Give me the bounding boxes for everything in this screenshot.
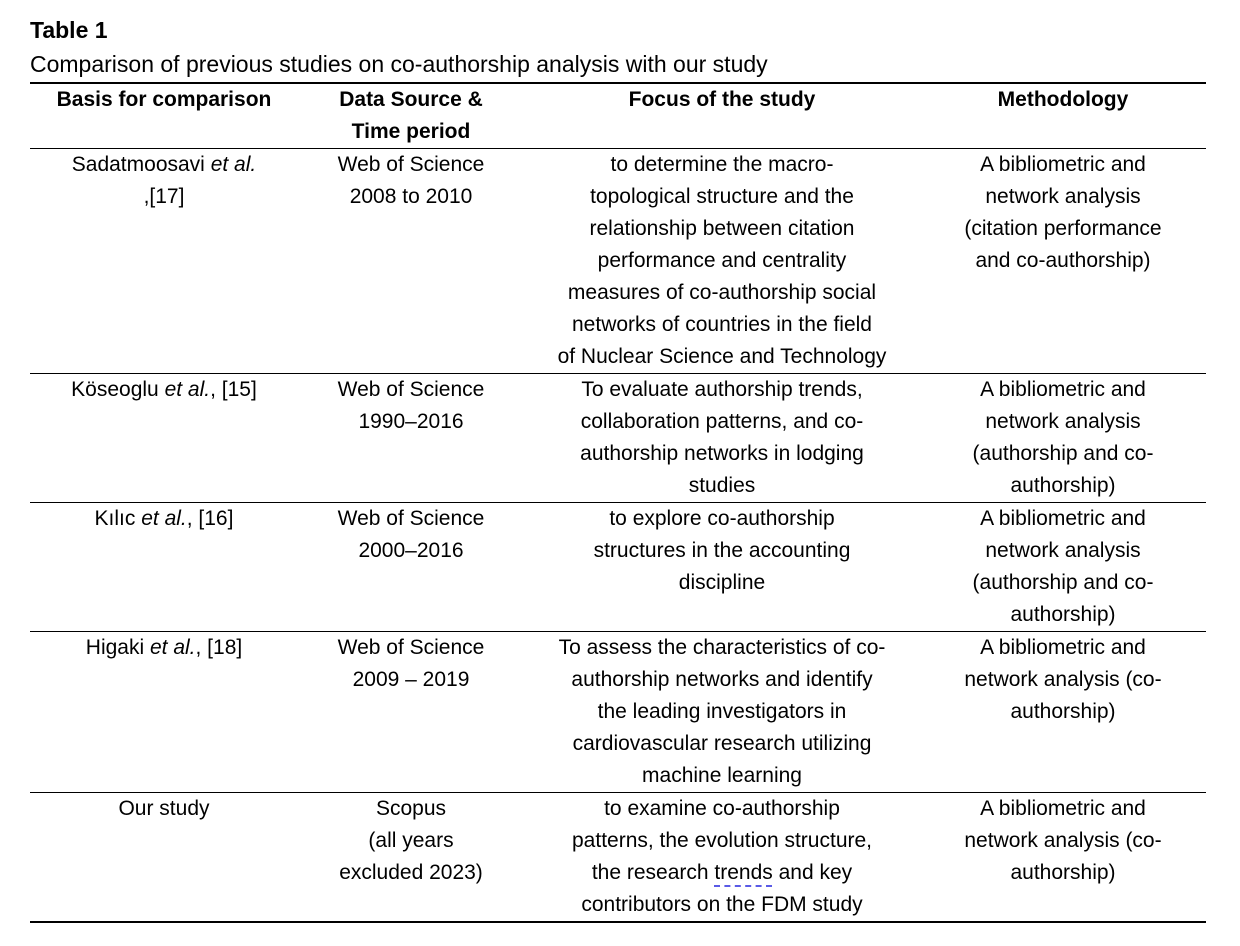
- cell-source: [298, 632, 524, 793]
- table-label: Table 1: [30, 17, 108, 43]
- study-author: [49, 632, 279, 664]
- methodology-text: A bibliometric and network analysis (co- authorship): [964, 636, 1162, 723]
- cell-methodology: [920, 503, 1206, 632]
- focus-text: To evaluate authorship trends, collaboration patterns, and co- authorship networks in lodging studies: [580, 378, 864, 497]
- author-name: Higaki: [85, 636, 150, 659]
- header-methodology-text: Methodology: [997, 88, 1129, 111]
- study-author: [49, 149, 279, 213]
- table-caption: Comparison of previous studies on co-authorship analysis with our study: [30, 51, 768, 77]
- author-ref: , [16]: [186, 507, 234, 530]
- header-basis: [30, 83, 298, 149]
- methodology-text: A bibliometric and network analysis (citation performance and co-authorship): [964, 153, 1162, 272]
- study-author: [49, 503, 279, 535]
- author-name: Sadatmoosavi: [71, 153, 211, 176]
- study-author: [49, 374, 279, 406]
- cell-methodology: [920, 793, 1206, 923]
- source-text: Web of Science 2009 – 2019: [337, 636, 485, 691]
- table-row: [30, 149, 1206, 374]
- table-header-row: [30, 83, 1206, 149]
- table-row: [30, 374, 1206, 503]
- cell-basis: [30, 374, 298, 503]
- table-row: [30, 632, 1206, 793]
- author-etal: et al.: [149, 636, 196, 659]
- focus-text: [536, 793, 908, 921]
- spellcheck-flagged-word[interactable]: trends: [714, 861, 773, 884]
- header-data-source: [298, 83, 524, 149]
- focus-text-start: to examine co-authorship patterns, the evolution structure, the research: [572, 797, 872, 884]
- header-focus-text: Focus of the study: [628, 88, 816, 111]
- cell-source: [298, 793, 524, 923]
- table-row-our-study: [30, 793, 1206, 923]
- comparison-table: [30, 82, 1206, 923]
- author-name: Köseoglu: [71, 378, 165, 401]
- cell-basis: [30, 793, 298, 923]
- focus-text: to determine the macro- topological structure and the relationship between citation performance and centrality measures of co-authorship social networks of countries in the field of Nuclear Science and Technology: [557, 153, 887, 368]
- cell-focus: [524, 374, 920, 503]
- source-text: Web of Science 2008 to 2010: [337, 153, 485, 208]
- header-focus: [524, 83, 920, 149]
- cell-methodology: [920, 374, 1206, 503]
- cell-source: [298, 374, 524, 503]
- table-row: [30, 503, 1206, 632]
- study-author: Our study: [118, 797, 210, 820]
- author-etal: et al.: [164, 378, 211, 401]
- cell-methodology: [920, 632, 1206, 793]
- focus-text-end: and key contributors on the FDM study: [581, 861, 863, 916]
- source-text: Web of Science 1990–2016: [337, 378, 485, 433]
- author-ref: ,[17]: [143, 185, 185, 208]
- methodology-text: A bibliometric and network analysis (authorship and co- authorship): [972, 378, 1154, 497]
- cell-focus: [524, 149, 920, 374]
- source-text: Scopus (all years excluded 2023): [339, 797, 483, 884]
- cell-basis: [30, 503, 298, 632]
- cell-focus: [524, 632, 920, 793]
- header-data-source-text: Data Source & Time period: [339, 88, 483, 143]
- cell-basis: [30, 149, 298, 374]
- author-etal: et al.: [141, 507, 187, 530]
- header-methodology: [920, 83, 1206, 149]
- author-ref: , [15]: [210, 378, 257, 401]
- author-etal: et al.: [210, 153, 257, 176]
- methodology-text: A bibliometric and network analysis (authorship and co- authorship): [972, 507, 1154, 626]
- cell-methodology: [920, 149, 1206, 374]
- author-name: Kılıc: [94, 507, 142, 530]
- header-basis-text: Basis for comparison: [56, 88, 272, 111]
- methodology-text: A bibliometric and network analysis (co- authorship): [964, 797, 1162, 884]
- author-ref: , [18]: [195, 636, 243, 659]
- cell-focus: [524, 793, 920, 923]
- focus-text: to explore co-authorship structures in the accounting discipline: [593, 507, 851, 594]
- cell-focus: [524, 503, 920, 632]
- cell-source: [298, 503, 524, 632]
- source-text: Web of Science 2000–2016: [337, 507, 485, 562]
- focus-text: To assess the characteristics of co- authorship networks and identify the leading investigators in cardiovascular research utilizing machine learning: [558, 636, 886, 787]
- cell-basis: [30, 632, 298, 793]
- cell-source: [298, 149, 524, 374]
